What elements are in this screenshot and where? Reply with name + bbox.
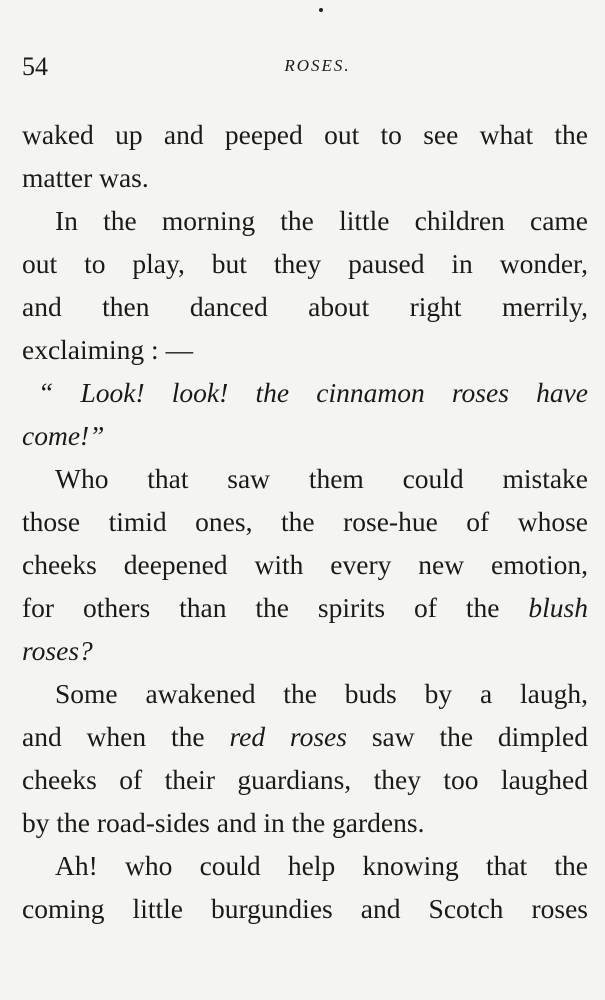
text-segment: for others than the spirits of the bbox=[22, 592, 500, 623]
text-line: cheeks of their guardians, they too laughed bbox=[22, 764, 588, 795]
quote-line: “ Look! look! the cinnamon roses have bbox=[38, 377, 588, 408]
text-line bbox=[22, 588, 588, 628]
text-line: coming little burgundies and Scotch roses bbox=[22, 893, 588, 924]
text-line: by the road-sides and in the gardens. bbox=[22, 807, 425, 838]
running-title: ROSES. bbox=[284, 56, 351, 75]
text-line: out to play, but they paused in wonder, bbox=[22, 248, 588, 279]
italic-word: blush bbox=[528, 592, 588, 623]
text-line: matter was. bbox=[22, 162, 149, 193]
page-header bbox=[22, 52, 583, 88]
paragraph-first-line: Ah! who could help knowing that the bbox=[55, 850, 588, 881]
text-segment: and when the bbox=[22, 721, 205, 752]
print-speck bbox=[319, 8, 323, 12]
text-line: and then danced about right merrily, bbox=[22, 291, 588, 322]
quote-line: come!” bbox=[22, 420, 105, 451]
italic-phrase: red roses bbox=[229, 721, 347, 752]
text-line: cheeks deepened with every new emotion, bbox=[22, 549, 588, 580]
text-line bbox=[22, 717, 588, 757]
text-line: waked up and peeped out to see what the bbox=[22, 119, 588, 150]
paragraph-first-line: Who that saw them could mistake bbox=[55, 463, 588, 494]
paragraph-first-line: In the morning the little children came bbox=[55, 205, 588, 236]
text-line: those timid ones, the rose-hue of whose bbox=[22, 506, 588, 537]
page-number: 54 bbox=[22, 52, 48, 81]
text-segment: saw the dimpled bbox=[371, 721, 589, 752]
text-line: roses? bbox=[22, 635, 93, 666]
paragraph-first-line: Some awakened the buds by a laugh, bbox=[55, 678, 588, 709]
text-line: exclaiming : — bbox=[22, 334, 194, 365]
